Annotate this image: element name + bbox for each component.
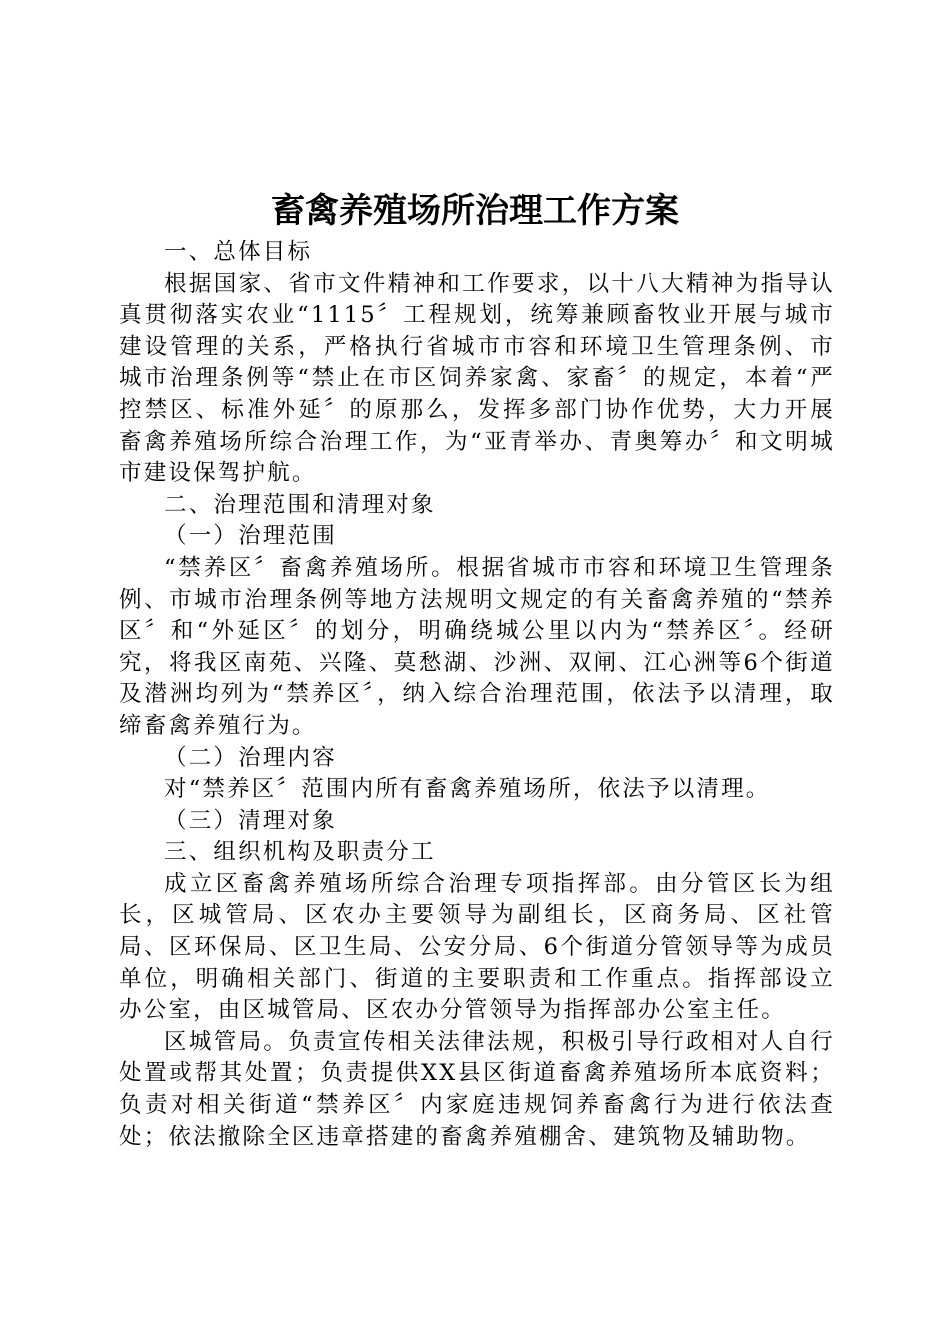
document-body [119,237,835,1153]
subheading-targets: （三）清理对象 [164,807,337,834]
subheading-scope: （一）治理范围 [164,523,337,550]
section-heading-organization: 三、组织机构及职责分工 [164,839,436,866]
paragraph-content: 对“禁养区〞范围内所有畜禽养殖场所，依法予以清理。 [164,776,771,803]
paragraph-goals: 根据国家、省市文件精神和工作要求，以十八大精神为指导认真贯彻落实农业“1115〞工程规划，统筹兼顾畜牧业开展与城市建设管理的关系，严格执行省城市市容和环境卫生管理条例、市城市治理条例等“禁止在市区饲养家禽、家畜〞的规定，本着“严控禁区、标准外延〞的原那么，发挥多部门协作优势，大力开展畜禽养殖场所综合治理工作，为“亚青举办、青奥筹办〞和文明城市建设保驾护航。 [119,270,835,487]
paragraph-organization: 成立区畜禽养殖场所综合治理专项指挥部。由分管区长为组长，区城管局、区农办主要领导为副组长，区商务局、区社管局、区环保局、区卫生局、公安分局、6个街道分管领导等为成员单位，明确相关部门、街道的主要职责和工作重点。指挥部设立办公室，由区城管局、区农办分管领导为指挥部办公室主任。 [119,870,835,1024]
section-heading-goals: 一、总体目标 [164,239,313,265]
document-title: 畜禽养殖场所治理工作方案 [271,191,679,231]
paragraph-scope: “禁养区〞畜禽养殖场所。根据省城市市容和环境卫生管理条例、市城市治理条例等地方法规明文规定的有关畜禽养殖的“禁养区〞和“外延区〞的划分，明确绕城公里以内为“禁养区〞。经研究，将我区南苑、兴隆、莫愁湖、沙洲、双闸、江心洲等6个街道及潜洲均列为“禁养区〞，纳入综合治理范围，依法予以清理，取缔畜禽养殖行为。 [119,554,835,739]
section-heading-scope: 二、治理范围和清理对象 [164,491,436,518]
subheading-content: （二）治理内容 [164,744,337,771]
paragraph-urban-management: 区城管局。负责宣传相关法律法规，积极引导行政相对人自行处置或帮其处置；负责提供XX县区街道畜禽养殖场所本底资料；负责对相关街道“禁养区〞内家庭违规饲养畜禽行为进行依法查处；依法撤除全区违章搭建的畜禽养殖棚舍、建筑物及辅助物。 [119,1028,835,1150]
